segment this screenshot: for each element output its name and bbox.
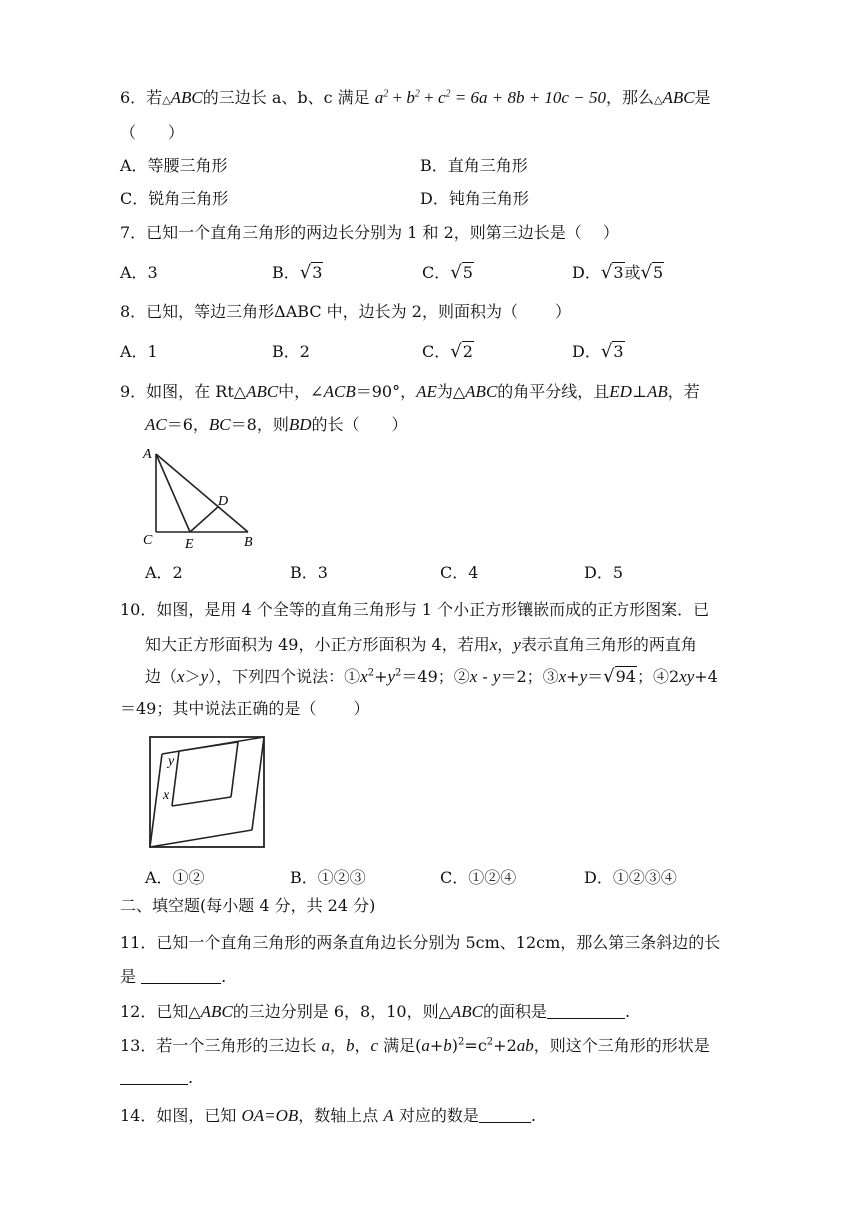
- q10-square-figure: [146, 734, 268, 850]
- q6-paren: （ ）: [120, 123, 185, 142]
- label-x: x: [163, 788, 170, 803]
- q10-option-d: D．①②③④: [584, 868, 677, 887]
- label-a: A: [143, 447, 152, 462]
- q6-equation: $a^2 + b^2 + c^2 = 6a + 8b + 10c - 50$: [374, 88, 606, 107]
- q14-stem: 14．如图，已知 OA=OB，数轴上点 A 对应的数是 .: [120, 1106, 536, 1125]
- q6-option-b: B．直角三角形: [420, 156, 528, 175]
- q7-option-d: D．√3或√5: [572, 262, 664, 283]
- q12-stem: 12．已知△ABC的三边分别是 6，8，10，则△ABC的面积是 .: [120, 1002, 631, 1021]
- q10-stem-line2: 知大正方形面积为 49，小正方形面积为 4，若用x，y表示直角三角形的两直角: [145, 635, 697, 654]
- q8-option-c: C．√2: [422, 341, 473, 362]
- q11-stem-line2: 是 .: [120, 967, 227, 986]
- q11-answer-blank[interactable]: [141, 967, 221, 984]
- q14-answer-blank[interactable]: [479, 1106, 531, 1123]
- q9-stem-line2: AC＝6，BC＝8，则BD的长（ ）: [145, 415, 408, 434]
- q10-stem-line4: ＝49；其中说法正确的是（ ）: [120, 699, 370, 718]
- q9-triangle-figure: [140, 440, 270, 552]
- q9-stem-line1: 9．如图，在 Rt△ABC中，∠ACB＝90°，AE为△ABC的角平分线，且ED⊥AB，若: [120, 382, 700, 401]
- q10-stem-line1: 10．如图，是用 4 个全等的直角三角形与 1 个小正方形镶嵌而成的正方形图案．已: [120, 600, 710, 619]
- q8-option-a: A．1: [120, 342, 158, 361]
- q12-answer-blank[interactable]: [547, 1002, 625, 1019]
- q9-option-b: B．3: [290, 563, 328, 582]
- label-c: C: [143, 533, 153, 548]
- label-y: y: [168, 754, 175, 769]
- q8-option-b: B．2: [272, 342, 310, 361]
- q10-stem-line3: 边（x＞y），下列四个说法：$①x^2+y^2=49$；②x - y＝2；③x+y＝√94；④2xy+4: [145, 666, 718, 687]
- label-b: B: [244, 535, 253, 550]
- q13-stem: 13．若一个三角形的三边长 a，b，c 满足$(a+b)^2=c^2+2ab$，则这个三角形的形状是: [120, 1036, 710, 1055]
- q9-option-d: D．5: [584, 563, 624, 582]
- section-heading: 二、填空题(每小题 4 分，共 24 分): [120, 896, 376, 915]
- q6-stem: 6．若△ABC的三边长 a、b、c 满足 $a^2 + b^2 + c^2 = 6a + 8b + 10c - 50$，那么△ABC是: [120, 88, 711, 107]
- q10-option-b: B．①②③: [290, 868, 366, 887]
- q7-option-a: A．3: [120, 263, 158, 282]
- q6-option-d: D．钝角三角形: [420, 189, 529, 208]
- label-d: D: [218, 494, 229, 509]
- q6-option-c: C．锐角三角形: [120, 189, 229, 208]
- q6-option-a: A．等腰三角形: [120, 156, 228, 175]
- q11-stem-line1: 11．已知一个直角三角形的两条直角边长分别为 5cm、12cm，那么第三条斜边的长: [120, 933, 721, 952]
- q8-stem: 8．已知，等边三角形ΔABC 中，边长为 2，则面积为（ ）: [120, 302, 572, 321]
- q9-option-a: A．2: [145, 563, 183, 582]
- q7-option-b: B．√3: [272, 262, 323, 283]
- q7-stem: 7．已知一个直角三角形的两边长分别为 1 和 2，则第三边长是（ ）: [120, 223, 619, 242]
- q8-option-d: D．√3: [572, 341, 624, 362]
- q13-answer-blank[interactable]: [120, 1068, 188, 1085]
- q10-option-a: A．①②: [145, 868, 205, 887]
- q13-answer-line: .: [120, 1067, 193, 1089]
- q7-option-c: C．√5: [422, 262, 473, 283]
- q9-option-c: C．4: [440, 563, 479, 582]
- label-e: E: [185, 537, 194, 552]
- q10-option-c: C．①②④: [440, 868, 517, 887]
